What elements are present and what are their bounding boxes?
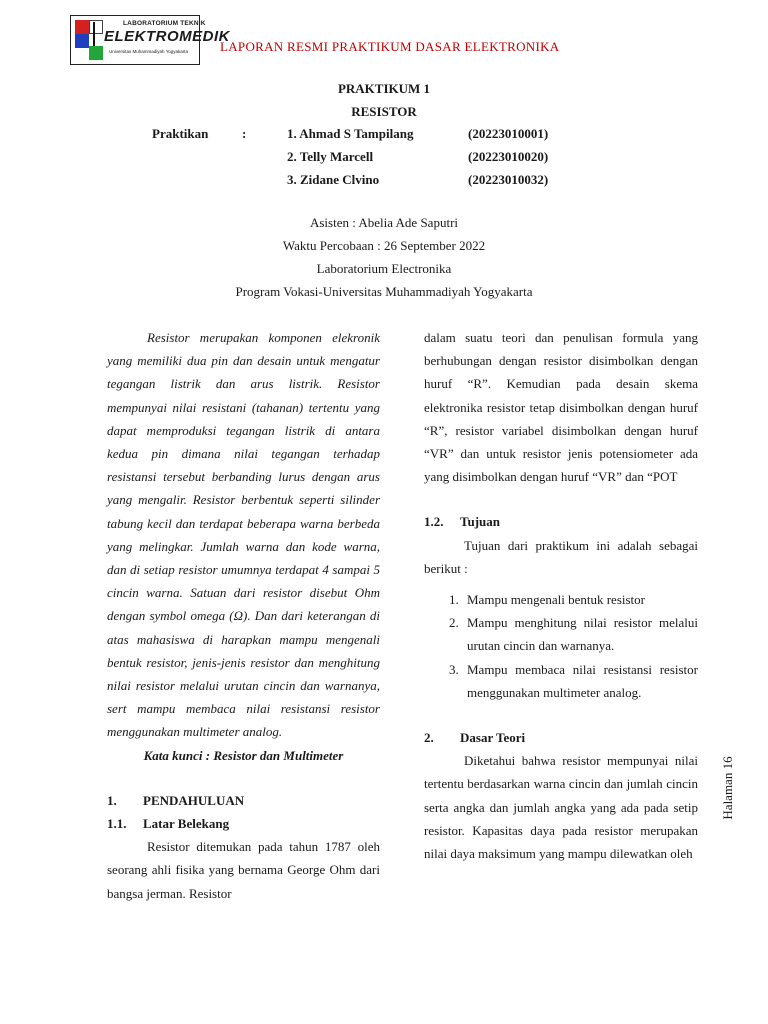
list-text: Mampu menghitung nilai resistor melalui urutan cincin dan warnanya. — [467, 615, 698, 654]
section-1-1-heading — [107, 812, 380, 835]
member-nim: (20223010001) — [468, 126, 549, 141]
list-item — [424, 588, 698, 611]
list-number: 3. — [449, 661, 459, 677]
right-continued-text: dalam suatu teori dan penulisan formula yang berhubungan dengan resistor disimbolkan dengan huruf “R”. Kemudian pada desain skema elektronika resistor tetap disimbolkan dengan huruf “R”, resistor variabel disimbolkan dengan huruf “VR” dan untuk resistor jenis potensiometer ada yang disimbolkan dengan huruf “VR” dan “POT — [424, 330, 698, 485]
list-number: 2. — [449, 615, 459, 631]
page-number-text: Halaman 16 — [720, 756, 735, 820]
right-column — [424, 326, 698, 865]
logo-line1: LABORATORIUM TEKNIK — [123, 20, 206, 27]
section-2-text: Diketahui bahwa resistor mempunyai nilai tertentu berdasarkan warna cincin dan jumlah cincin serta angka dan jumlah angka yang ada pada setip resistor. Kapasitas daya pada resistor merupakan nilai daya maksimum yang mampu dilewatkan oleh — [424, 753, 698, 862]
page-number-label — [718, 745, 738, 835]
list-item — [424, 658, 698, 704]
report-header-title: LAPORAN RESMI PRAKTIKUM DASAR ELEKTRONIKA — [220, 39, 560, 54]
keywords: Kata kunci : Resistor dan Multimeter — [143, 747, 344, 763]
section-1-2-heading — [424, 510, 698, 533]
section-title: Dasar Teori — [460, 730, 526, 746]
abstract-text: Resistor merupakan komponen elekronik yang memiliki dua pin dan desain untuk mengatur tegangan listrik dan arus listrik. Resistor mempunyai nilai resistani (tahanan) tertentu yang dapat memproduksi tegangan listrik di antara kedua pin dimana nilai tegangan terhadap resistansi tersebut berbanding lurus dengan arus yang mengalir. Resistor berbentuk seperti silinder tabung kecil dan terdapat beberapa warna berbeda yang melingkar. Jumlah warna dan kode warna, dan di setiap resistor umumnya terdapat 4 sampai 5 cincin warna. Satuan dari resistor disebut Ohm dengan symbol omega (Ω). Dan dari keterangan di atas mahasiswa di harapkan mampu mengenali bentuk resistor, jenis-jenis resistor dan menghitung nilai resistor melalui urutan cincin dan warnanya, sert mampu membaca nilai resistansi resistor menggunakan multimeter analog. — [107, 330, 380, 740]
asisten-line: Asisten : Abelia Ade Saputri — [309, 215, 459, 230]
member-name: 1. Ahmad S Tampilang — [287, 126, 414, 141]
logo-red-square — [75, 20, 89, 34]
list-text: Mampu membaca nilai resistansi resistor menggunakan multimeter analog. — [467, 661, 698, 700]
section-title: PENDAHULUAN — [143, 792, 245, 808]
praktikum-number: PRAKTIKUM 1 — [337, 81, 431, 96]
praktikan-colon: : — [242, 126, 247, 141]
logo-pulse-icon — [93, 22, 99, 46]
left-column — [107, 326, 380, 905]
waktu-line: Waktu Percobaan : 26 September 2022 — [282, 238, 486, 253]
section-title: Tujuan — [460, 514, 500, 530]
logo-blue-square — [75, 34, 89, 48]
member-name: 2. Telly Marcell — [287, 149, 374, 164]
lab-logo — [70, 15, 230, 65]
logo-line2: ELEKTROMEDIK — [104, 28, 230, 45]
logo-line3: Universitas Muhammadiyah Yogyakarta — [109, 49, 189, 54]
list-item — [424, 611, 698, 657]
section-title: Latar Belekang — [143, 816, 230, 832]
logo-green-square — [89, 46, 103, 60]
section-1-2-text: Tujuan dari praktikum ini adalah sebagai berikut : — [424, 537, 698, 576]
member-name: 3. Zidane Clvino — [287, 172, 380, 187]
lab-line: Laboratorium Electronika — [316, 261, 452, 276]
member-nim: (20223010032) — [468, 172, 549, 187]
list-number: 1. — [449, 592, 459, 608]
objectives-list — [424, 588, 698, 704]
praktikan-label: Praktikan — [152, 126, 209, 141]
member-nim: (20223010020) — [468, 149, 549, 164]
list-text: Mampu mengenali bentuk resistor — [467, 592, 645, 608]
program-line: Program Vokasi-Universitas Muhammadiyah Yogyakarta — [235, 284, 533, 299]
section-number: 1.2. — [424, 514, 444, 530]
section-1-1-text: Resistor ditemukan pada tahun 1787 oleh seorang ahli fisika yang bernama George Ohm dari bangsa jerman. Resistor — [107, 839, 380, 901]
praktikum-topic: RESISTOR — [351, 104, 417, 119]
section-number: 2. — [424, 730, 434, 746]
section-1-heading — [107, 789, 380, 812]
section-number: 1. — [107, 792, 117, 808]
section-number: 1.1. — [107, 816, 127, 832]
section-2-heading — [424, 726, 698, 749]
